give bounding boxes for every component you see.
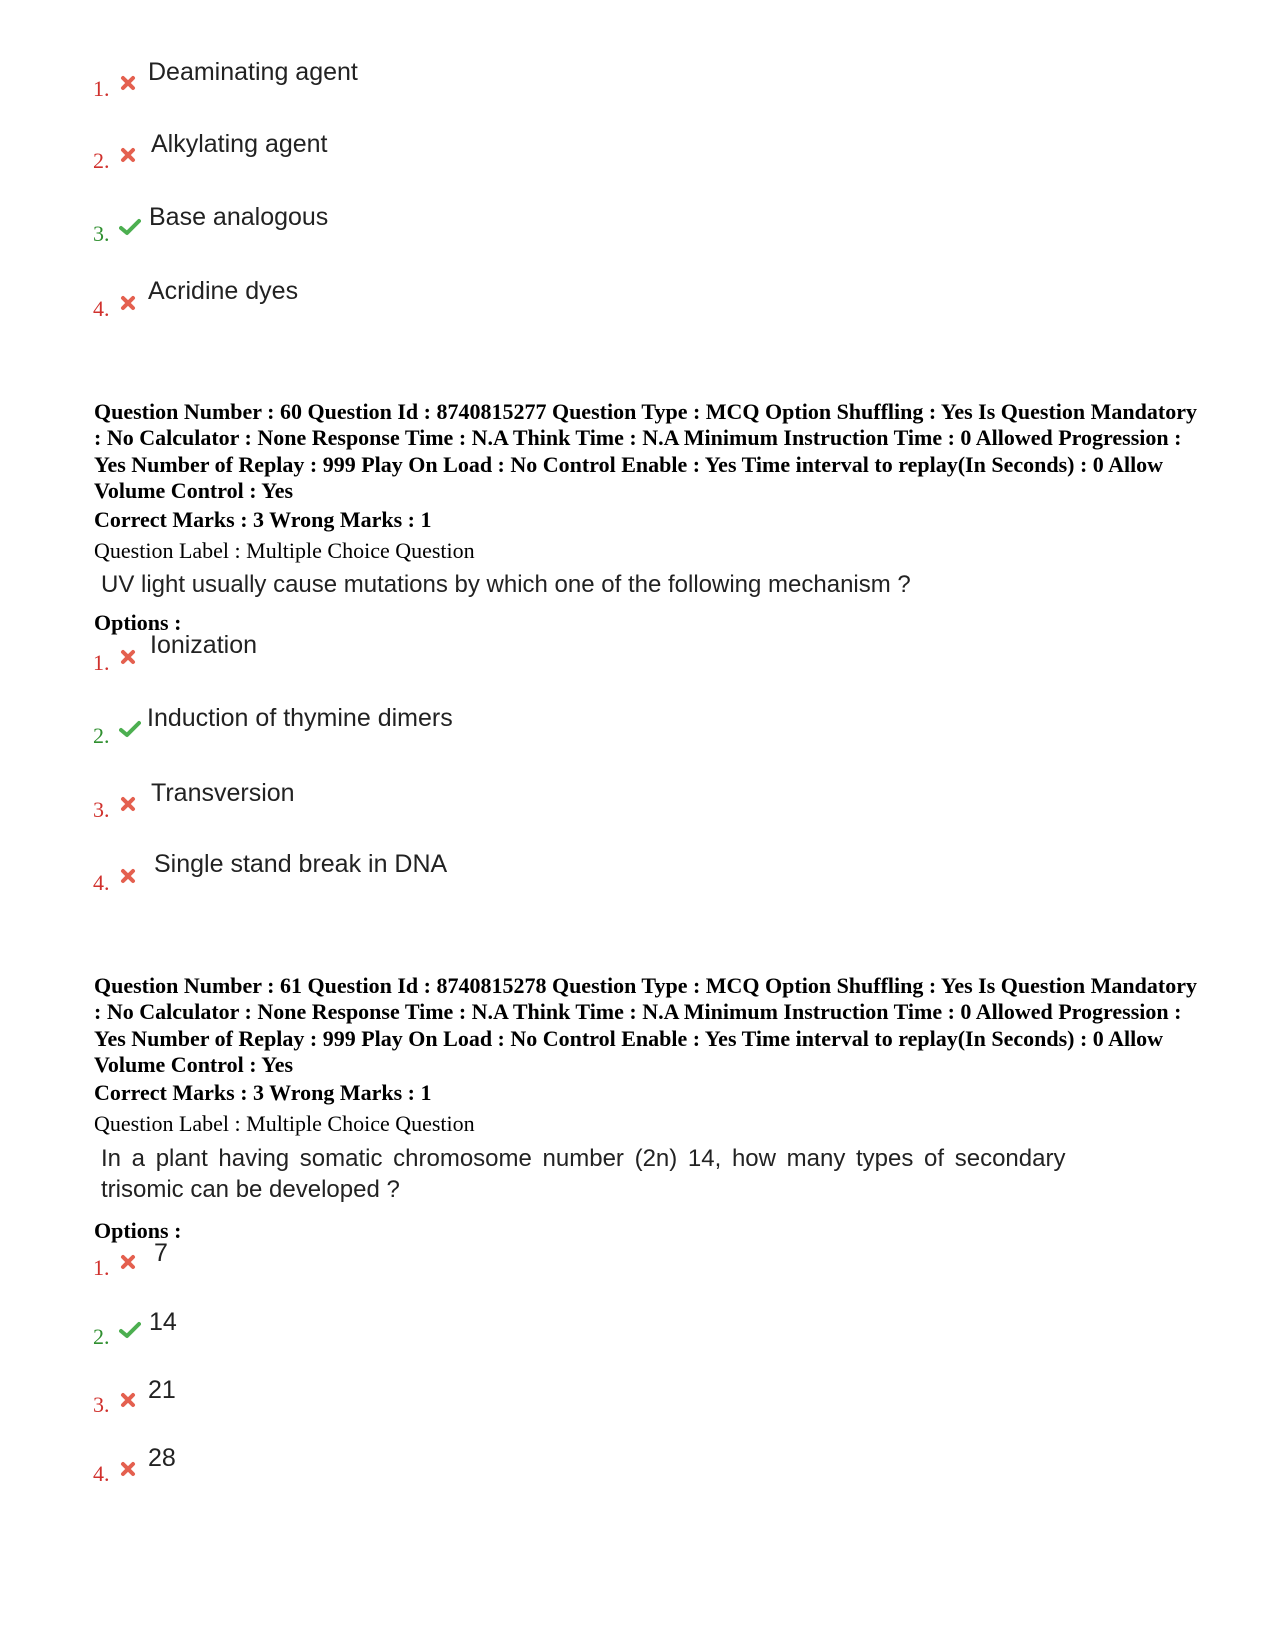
option-number: 4. bbox=[93, 1461, 110, 1486]
option-number: 2. bbox=[93, 148, 110, 173]
option-text: Ionization bbox=[150, 631, 258, 659]
cross-icon bbox=[119, 146, 137, 164]
options-heading: Options : bbox=[94, 1218, 182, 1243]
option-text: 7 bbox=[154, 1239, 168, 1267]
question-meta: Question Number : 61 Question Id : 8740815278 Question Type : MCQ Option Shuffling : Yes Is Question Mandatory : No Calculator : None Response Time : N.A Think Time : N.A Minimum Instruction Time : 0 Allowed Progression : Yes Number of Replay : 999 Play On Load : No Control Enable : Yes Time interval to replay(In Seconds) : 0 Allow Volume Control : Yes bbox=[94, 973, 1197, 1077]
option-number: 1. bbox=[93, 76, 110, 101]
cross-icon bbox=[119, 294, 137, 312]
options-heading: Options : bbox=[94, 610, 182, 635]
cross-icon bbox=[119, 1253, 137, 1271]
option-text: 14 bbox=[149, 1308, 177, 1336]
option-number: 3. bbox=[93, 797, 110, 822]
cross-icon bbox=[119, 74, 137, 92]
option-text: Single stand break in DNA bbox=[154, 850, 448, 878]
check-icon bbox=[119, 720, 141, 738]
option-text: Transversion bbox=[151, 779, 295, 807]
option-text: Deaminating agent bbox=[148, 58, 358, 86]
option-text: Alkylating agent bbox=[151, 130, 328, 158]
question-meta: Question Number : 60 Question Id : 8740815277 Question Type : MCQ Option Shuffling : Yes Is Question Mandatory : No Calculator : None Response Time : N.A Think Time : N.A Minimum Instruction Time : 0 Allowed Progression : Yes Number of Replay : 999 Play On Load : No Control Enable : Yes Time interval to replay(In Seconds) : 0 Allow Volume Control : Yes bbox=[94, 399, 1197, 503]
option-text: Base analogous bbox=[149, 203, 329, 231]
cross-icon bbox=[119, 795, 137, 813]
option-text: Induction of thymine dimers bbox=[147, 704, 453, 732]
option-text: 28 bbox=[148, 1444, 176, 1472]
question-text-line2: trisomic can be developed ? bbox=[101, 1176, 400, 1203]
option-text: 21 bbox=[148, 1376, 176, 1404]
option-number: 2. bbox=[93, 723, 110, 748]
cross-icon bbox=[119, 867, 137, 885]
question-label: Question Label : Multiple Choice Question bbox=[94, 1111, 475, 1136]
question-text-line1: In a plant having somatic chromosome number (2n) 14, how many types of secondary bbox=[101, 1145, 1066, 1172]
question-label: Question Label : Multiple Choice Question bbox=[94, 538, 475, 563]
cross-icon bbox=[119, 1391, 137, 1409]
option-number: 1. bbox=[93, 650, 110, 675]
marks-line: Correct Marks : 3 Wrong Marks : 1 bbox=[94, 507, 432, 532]
cross-icon bbox=[119, 1460, 137, 1478]
question-text: UV light usually cause mutations by which one of the following mechanism ? bbox=[101, 571, 911, 598]
check-icon bbox=[119, 218, 141, 236]
option-number: 2. bbox=[93, 1324, 110, 1349]
option-number: 4. bbox=[93, 870, 110, 895]
option-number: 4. bbox=[93, 296, 110, 321]
option-number: 3. bbox=[93, 221, 110, 246]
option-text: Acridine dyes bbox=[148, 277, 299, 305]
option-number: 1. bbox=[93, 1255, 110, 1280]
marks-line: Correct Marks : 3 Wrong Marks : 1 bbox=[94, 1080, 432, 1105]
check-icon bbox=[119, 1321, 141, 1339]
cross-icon bbox=[119, 648, 137, 666]
option-number: 3. bbox=[93, 1392, 110, 1417]
